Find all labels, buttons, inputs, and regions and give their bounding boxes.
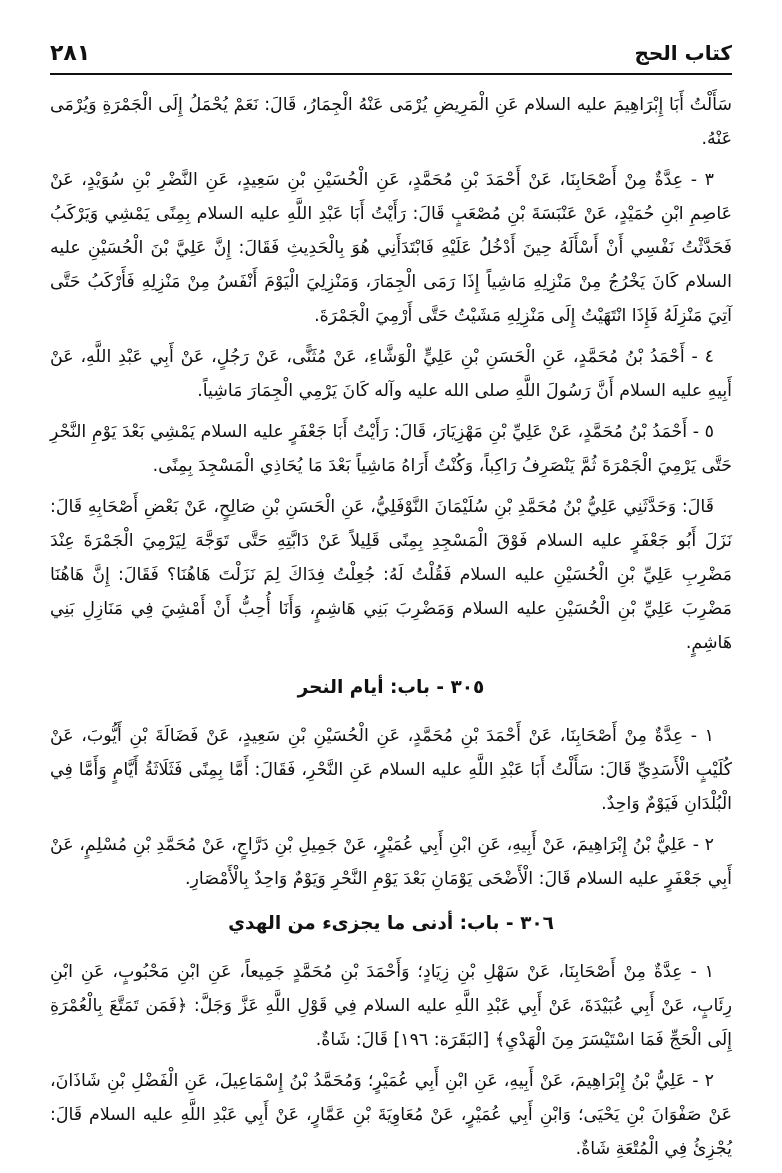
paragraph-continuation: سَأَلْتُ أَبَا إِبْرَاهِيمَ عليه السلام عَنِ الْمَرِيضِ يُرْمَى عَنْهُ الْجِمَارُ، قَالَ: نَعَمْ يُحْمَلُ إِلَى الْجَمْرَةِ وَيُرْمَى عَنْهُ. [50, 95, 732, 149]
page-number: ٢٨١ [50, 40, 91, 66]
page-body [50, 88, 732, 1173]
chapter-305-hadith-2: ٢ - عَلِيُّ بْنُ إِبْرَاهِيمَ، عَنْ أَبِيهِ، عَنِ ابْنِ أَبِي عُمَيْرٍ، عَنْ جَمِيلِ بْنِ دَرَّاجٍ، عَنْ مُحَمَّدِ بْنِ مُسْلِمٍ، عَنْ أَبِي جَعْفَرٍ عليه السلام قَالَ: الْأَضْحَى يَوْمَانِ بَعْدَ يَوْمِ النَّحْرِ وَيَوْمٌ وَاحِدٌ بِالْأَمْصَارِ. [50, 835, 732, 889]
chapter-heading-305: ٣٠٥ - باب: أيام النحر [297, 677, 485, 698]
book-title: كتاب الحج [634, 41, 732, 65]
hadith-4: ٤ - أَحْمَدُ بْنُ مُحَمَّدٍ، عَنِ الْحَسَنِ بْنِ عَلِيٍّ الْوَشَّاءِ، عَنْ مُثَنًّى، عَنْ رَجُلٍ، عَنْ أَبِي عَبْدِ اللَّهِ، عَنْ أَبِيهِ عليه السلام أَنَّ رَسُولَ اللَّهِ صلى الله عليه وآله كَانَ يَرْمِي الْجِمَارَ مَاشِياً. [50, 347, 732, 401]
hadith-5-continued: قَالَ: وَحَدَّثَنِي عَلِيُّ بْنُ مُحَمَّدِ بْنِ سُلَيْمَانَ النَّوْفَلِيُّ، عَنِ الْحَسَنِ بْنِ صَالِحٍ، عَنْ بَعْضِ أَصْحَابِهِ قَالَ: نَزَلَ أَبُو جَعْفَرٍ عليه السلام فَوْقَ الْمَسْجِدِ بِمِنًى قَلِيلاً عَنْ دَابَّتِهِ حَتَّى تَوَجَّهَ لِيَرْمِيَ الْجَمْرَةَ عِنْدَ مَضْرِبِ عَلِيِّ بْنِ الْحُسَيْنِ عليه السلام فَقُلْتُ لَهُ: جُعِلْتُ فِدَاكَ لِمَ نَزَلْتَ هَاهُنَا؟ فَقَالَ: إِنَّ هَاهُنَا مَضْرِبَ عَلِيِّ بْنِ الْحُسَيْنِ عليه السلام وَمَضْرِبَ بَنِي هَاشِمٍ، وَأَنَا أُحِبُّ أَنْ أَمْشِيَ فِي مَنَازِلِ بَنِي هَاشِمٍ. [50, 497, 732, 653]
page-header [50, 36, 732, 70]
chapter-306-hadith-2: ٢ - عَلِيُّ بْنُ إِبْرَاهِيمَ، عَنْ أَبِيهِ، عَنِ ابْنِ أَبِي عُمَيْرٍ؛ وَمُحَمَّدُ بْنُ إِسْمَاعِيلَ، عَنِ الْفَضْلِ بْنِ شَاذَانَ، عَنْ صَفْوَانَ بْنِ يَحْيَى؛ وَابْنِ أَبِي عُمَيْرٍ، عَنْ مُعَاوِيَةَ بْنِ عَمَّارٍ، عَنْ أَبِي عَبْدِ اللَّهِ عليه السلام قَالَ: يُجْزِئُ فِي الْمُتْعَةِ شَاةٌ. [50, 1071, 732, 1159]
header-divider [50, 73, 732, 75]
chapter-305-hadith-1: ١ - عِدَّةٌ مِنْ أَصْحَابِنَا، عَنْ أَحْمَدَ بْنِ مُحَمَّدٍ، عَنِ الْحُسَيْنِ بْنِ سَعِيدٍ، عَنْ فَضَالَةَ بْنِ أَيُّوبَ، عَنْ كُلَيْبٍ الْأَسَدِيِّ قَالَ: سَأَلْتُ أَبَا عَبْدِ اللَّهِ عليه السلام عَنِ النَّحْرِ، فَقَالَ: أَمَّا بِمِنًى فَثَلَاثَةُ أَيَّامٍ وَأَمَّا فِي الْبُلْدَانِ فَيَوْمٌ وَاحِدٌ. [50, 726, 732, 814]
chapter-heading-306: ٣٠٦ - باب: أدنى ما يجزىء من الهدي [228, 913, 554, 934]
hadith-5: ٥ - أَحْمَدُ بْنُ مُحَمَّدٍ، عَنْ عَلِيِّ بْنِ مَهْزِيَارَ، قَالَ: رَأَيْتُ أَبَا جَعْفَرٍ عليه السلام يَمْشِي بَعْدَ يَوْمِ النَّحْرِ حَتَّى يَرْمِيَ الْجَمْرَةَ ثُمَّ يَنْصَرِفُ رَاكِباً، وَكُنْتُ أَرَاهُ مَاشِياً بَعْدَ مَا يُحَاذِي الْمَسْجِدَ بِمِنًى. [50, 422, 732, 476]
hadith-3: ٣ - عِدَّةٌ مِنْ أَصْحَابِنَا، عَنْ أَحْمَدَ بْنِ مُحَمَّدٍ، عَنِ الْحُسَيْنِ بْنِ سَعِيدٍ، عَنِ النَّضْرِ بْنِ سُوَيْدٍ، عَنْ عَاصِمِ ابْنِ حُمَيْدٍ، عَنْ عَنْبَسَةَ بْنِ مُصْعَبٍ قَالَ: رَأَيْتُ أَبَا عَبْدِ اللَّهِ عليه السلام بِمِنًى يَمْشِي وَيَرْكَبُ فَحَدَّثْتُ نَفْسِي أَنْ أَسْأَلَهُ حِينَ أَدْخُلُ عَلَيْهِ فَابْتَدَأَنِي هُوَ بِالْحَدِيثِ فَقَالَ: إِنَّ عَلِيَّ بْنَ الْحُسَيْنِ عليه السلام كَانَ يَخْرُجُ مِنْ مَنْزِلِهِ مَاشِياً إِذَا رَمَى الْجِمَارَ، وَمَنْزِلِيَ الْيَوْمَ أَنْفَسُ مِنْ مَنْزِلِهِ فَأَرْكَبُ حَتَّى آتِيَ مَنْزِلَهُ فَإِذَا انْتَهَيْتُ إِلَى مَنْزِلِهِ مَشَيْتُ حَتَّى أَرْمِيَ الْجَمْرَةَ. [50, 170, 732, 326]
chapter-306-hadith-1: ١ - عِدَّةٌ مِنْ أَصْحَابِنَا، عَنْ سَهْلِ بْنِ زِيَادٍ؛ وَأَحْمَدَ بْنِ مُحَمَّدٍ جَمِيعاً، عَنِ ابْنِ مَحْبُوبٍ، عَنِ ابْنِ رِئَابٍ، عَنْ أَبِي عُبَيْدَةَ، عَنْ أَبِي عَبْدِ اللَّهِ عليه السلام فِي قَوْلِ اللَّهِ عَزَّ وَجَلَّ: ﴿فَمَن تَمَتَّعَ بِالْعُمْرَةِ إِلَى الْحَجِّ فَمَا اسْتَيْسَرَ مِنَ الْهَدْيِ﴾ [البَقَرَة: ١٩٦] قَالَ: شَاةٌ. [50, 962, 732, 1050]
